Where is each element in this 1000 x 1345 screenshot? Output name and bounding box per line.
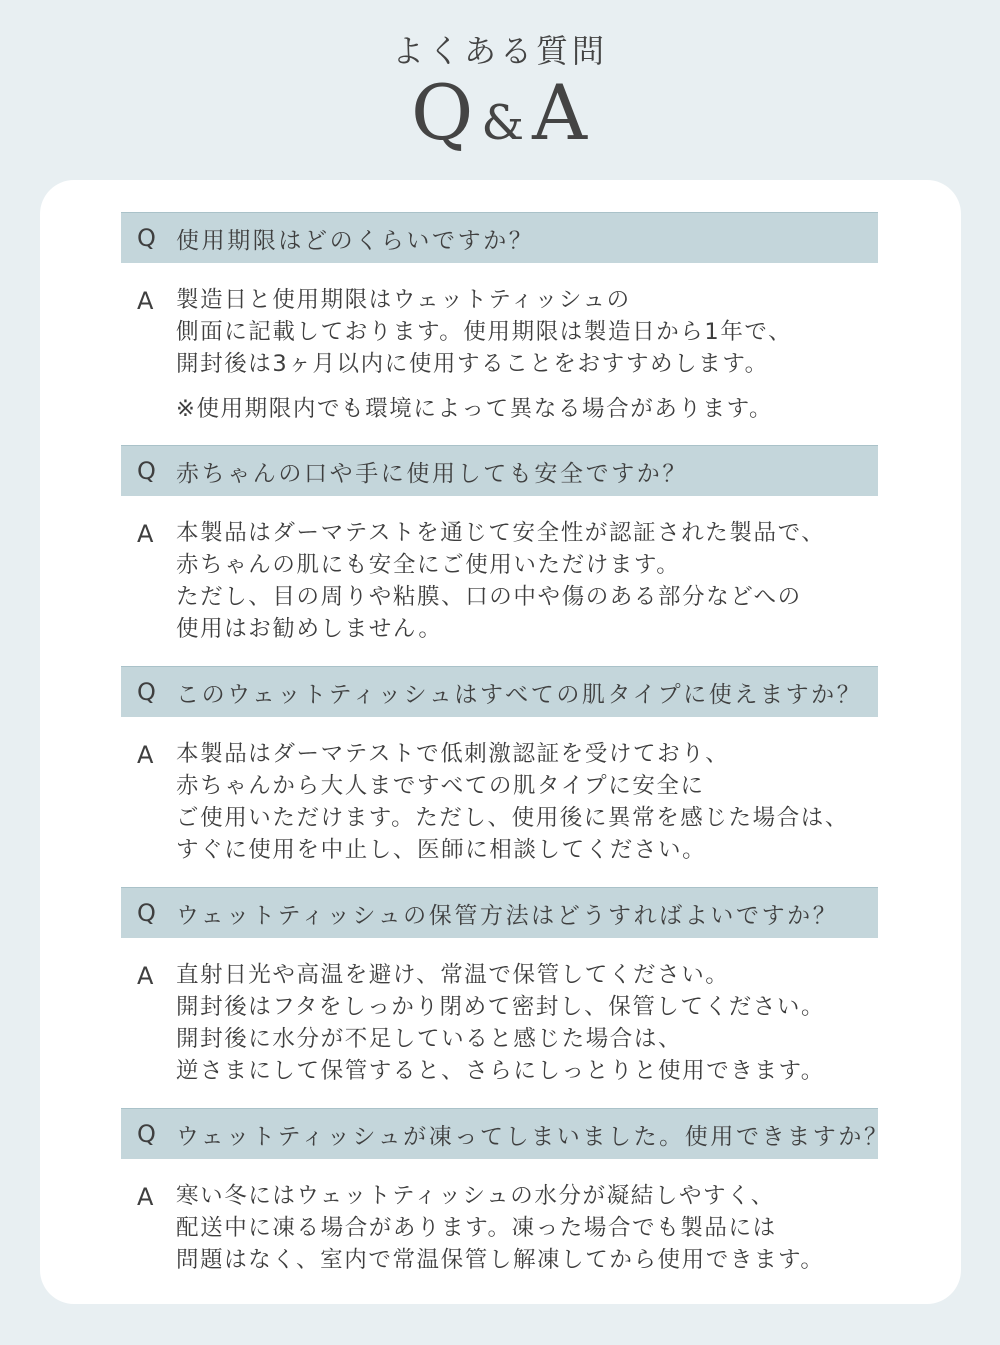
answer-line: 本製品はダーマテストで低刺激認証を受けており、: [176, 741, 730, 767]
title-ampersand: &: [481, 95, 527, 151]
question-marker: Q: [137, 1120, 156, 1148]
page-title: [0, 68, 1000, 168]
question-bar: [121, 887, 878, 938]
question-marker: Q: [137, 899, 156, 927]
question-marker: Q: [137, 457, 156, 485]
question-marker: Q: [137, 224, 156, 252]
faq-item: [121, 445, 878, 645]
answer-line: 赤ちゃんの肌にも安全にご使用いただけます。: [176, 552, 681, 578]
answer-line: 問題はなく、室内で常温保管し解凍してから使用できます。: [176, 1247, 825, 1273]
answer-line: すぐに使用を中止し、医師に相談してください。: [176, 837, 707, 863]
answer-line: 製造日と使用期限はウェットティッシュの: [176, 287, 631, 313]
answer-block: [121, 738, 878, 866]
answer-line: 開封後に水分が不足していると感じた場合は、: [176, 1026, 683, 1052]
title-a: A: [532, 68, 589, 157]
answer-marker: A: [137, 287, 154, 315]
answer-block: [121, 959, 878, 1087]
answer-line: 逆さまにして保管すると、さらにしっとりと使用できます。: [176, 1058, 825, 1084]
answer-line: 側面に記載しております。使用期限は製造日から1年で、: [176, 319, 793, 345]
answer-marker: A: [137, 962, 154, 990]
answer-block: [121, 1180, 878, 1276]
question-text: 使用期限はどのくらいですか？: [176, 227, 535, 254]
answer-line: 配送中に凍る場合があります。凍った場合でも製品には: [176, 1215, 777, 1241]
answer-line: 直射日光や高温を避け、常温で保管してください。: [176, 962, 730, 988]
answer-marker: A: [137, 741, 154, 769]
answer-body: [176, 959, 825, 1087]
answer-marker: A: [137, 1183, 154, 1211]
question-text: ウェットティッシュが凍ってしまいました。使用できますか？: [176, 1123, 890, 1150]
answer-marker: A: [137, 520, 154, 548]
question-bar: [121, 445, 878, 496]
answer-note: ※使用期限内でも環境によって異なる場合があります。: [176, 396, 774, 422]
question-bar: [121, 1108, 890, 1159]
page-header: [0, 0, 1000, 175]
answer-line: ご使用いただけます。ただし、使用後に異常を感じた場合は、: [176, 805, 850, 831]
question-text: 赤ちゃんの口や手に使用しても安全ですか？: [176, 460, 688, 487]
answer-line: 赤ちゃんから大人まですべての肌タイプに安全に: [176, 773, 705, 799]
faq-item: [121, 887, 878, 1087]
faq-item: [121, 666, 878, 866]
answer-body: [176, 1180, 824, 1276]
answer-body: [176, 284, 792, 425]
question-bar: [121, 666, 878, 717]
answer-line: 本製品はダーマテストを通じて安全性が認証された製品で、: [176, 520, 826, 546]
answer-line: ただし、目の周りや粘膜、口の中や傷のある部分などへの: [176, 584, 802, 610]
answer-body: [176, 738, 849, 866]
question-marker: Q: [137, 678, 156, 706]
faq-item: [121, 1108, 890, 1276]
answer-line: 開封後は3ヶ月以内に使用することをおすすめします。: [176, 351, 769, 377]
faq-item: [121, 212, 878, 425]
answer-block: [121, 517, 878, 645]
answer-body: [176, 517, 825, 645]
answer-line: 使用はお勧めしません。: [176, 616, 443, 642]
question-text: ウェットティッシュの保管方法はどうすればよいですか？: [176, 902, 839, 929]
answer-line: 開封後はフタをしっかり閉めて密封し、保管してください。: [176, 994, 826, 1020]
question-text: このウェットティッシュはすべての肌タイプに使えますか？: [176, 681, 863, 708]
answer-line: 寒い冬にはウェットティッシュの水分が凝結しやすく、: [176, 1183, 775, 1209]
answer-block: [121, 284, 878, 425]
question-bar: [121, 212, 878, 263]
page-subtitle: よくある質問: [391, 32, 608, 70]
title-q: Q: [411, 68, 476, 157]
